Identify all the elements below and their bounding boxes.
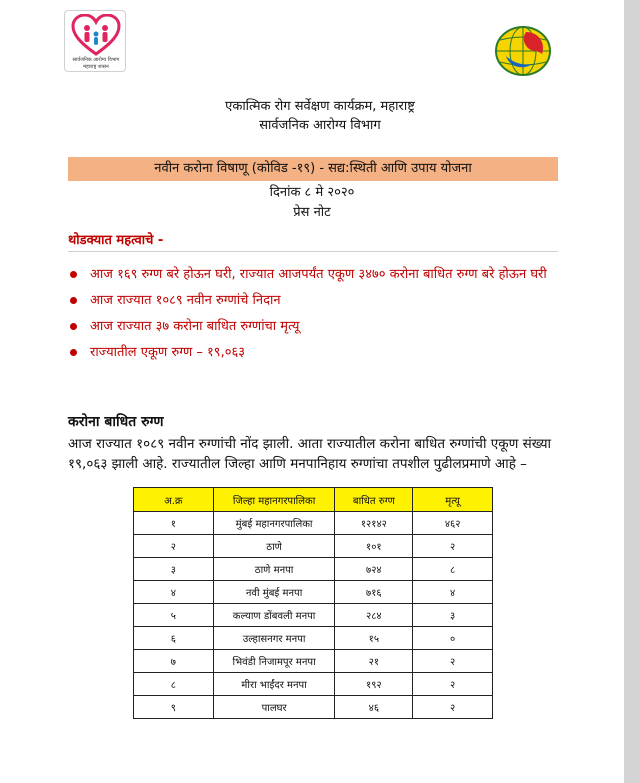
cell-serial: ३ [134, 558, 214, 581]
highlight-item [68, 266, 558, 284]
cell-district: ठाणे [213, 535, 335, 558]
cell-district: ठाणे मनपा [213, 558, 335, 581]
family-heart-icon [71, 14, 121, 56]
press-title-banner: नवीन करोना विषाणू (कोविड -१९) - सद्य:स्थिती आणि उपाय योजना [68, 157, 558, 181]
cell-district: कल्याण डोंबवली मनपा [213, 604, 335, 627]
logo-caption-secondary: महाराष्ट्र शासन [83, 64, 109, 70]
bullet-dot-icon [70, 349, 77, 356]
bullet-dot-icon [70, 297, 77, 304]
table-row [134, 604, 493, 627]
cell-serial: ७ [134, 650, 214, 673]
cell-serial: १ [134, 512, 214, 535]
cell-deaths: २ [413, 535, 493, 558]
press-note-label: प्रेस नोट [293, 205, 331, 220]
viewer-edge [624, 0, 640, 783]
cell-deaths: २ [413, 696, 493, 719]
cell-deaths: ३ [413, 604, 493, 627]
cell-serial: ९ [134, 696, 214, 719]
highlight-text: आज १६९ रुग्ण बरे होऊन घरी, राज्यात आजपर्यंत एकूण ३४७० करोना बाधित रुग्ण बरे होऊन घरी [90, 267, 547, 282]
table-row [134, 650, 493, 673]
cell-cases: २१ [335, 650, 413, 673]
cell-cases: १९२ [335, 673, 413, 696]
cell-serial: ६ [134, 627, 214, 650]
highlight-text: आज राज्यात ३७ करोना बाधित रुग्णांचा मृत्यू [90, 319, 300, 334]
cell-cases: १०१ [335, 535, 413, 558]
cell-cases: ७२४ [335, 558, 413, 581]
cell-deaths: ८ [413, 558, 493, 581]
header-deaths: मृत्यू [413, 488, 493, 512]
table-row [134, 673, 493, 696]
header-district: जिल्हा महानगरपालिका [213, 488, 335, 512]
cell-serial: ४ [134, 581, 214, 604]
cell-cases: २८४ [335, 604, 413, 627]
cell-district: भिवंडी निजामपूर मनपा [213, 650, 335, 673]
cell-deaths: ४६२ [413, 512, 493, 535]
highlight-text: आज राज्यात १०८९ नवीन रुग्णांचे निदान [90, 293, 281, 308]
cell-serial: ५ [134, 604, 214, 627]
district-cases-table [133, 487, 493, 719]
section-paragraph: आज राज्यात १०८९ नवीन रुग्णांची नोंद झाली. आता राज्यातील करोना बाधित रुग्णांची एकूण संख्या १९,०६३ झाली आहे. राज्यातील जिल्हा आणि मनपानिहाय रुग्णांचा तपशील पुढीलप्रमाणे आहे – [68, 436, 552, 472]
globe-icon [492, 22, 554, 80]
cell-district: मुंबई महानगरपालिका [213, 512, 335, 535]
cell-deaths: ४ [413, 581, 493, 604]
highlights-list [68, 266, 558, 370]
cell-cases: ४६ [335, 696, 413, 719]
section-heading: करोना बाधित रुग्ण [68, 414, 164, 430]
table-row [134, 696, 493, 719]
highlights-heading: थोडक्यात महत्वाचे - [68, 233, 164, 248]
highlight-text: राज्यातील एकूण रुग्ण – १९,०६३ [90, 345, 245, 360]
cell-deaths: ० [413, 627, 493, 650]
header-cases: बाधित रुग्ण [335, 488, 413, 512]
logo-caption: सार्वजनिक आरोग्य विभाग [72, 57, 120, 63]
highlights-divider [68, 251, 558, 252]
cell-district: नवी मुंबई मनपा [213, 581, 335, 604]
press-date: दिनांक ८ मे २०२० [269, 185, 355, 200]
cell-deaths: २ [413, 650, 493, 673]
header-serial: अ.क्र [134, 488, 214, 512]
bullet-dot-icon [70, 323, 77, 330]
table-row [134, 627, 493, 650]
cell-serial: २ [134, 535, 214, 558]
table-row [134, 512, 493, 535]
department-title: सार्वजनिक आरोग्य विभाग [259, 118, 381, 133]
globe-emblem-logo [492, 22, 554, 80]
cell-cases: १२१४२ [335, 512, 413, 535]
cell-district: मीरा भाईंदर मनपा [213, 673, 335, 696]
table-row [134, 558, 493, 581]
cell-deaths: २ [413, 673, 493, 696]
table-header-row [134, 488, 493, 512]
table-row [134, 535, 493, 558]
cell-district: उल्हासनगर मनपा [213, 627, 335, 650]
bullet-dot-icon [70, 271, 77, 278]
cell-district: पालघर [213, 696, 335, 719]
program-title: एकात्मिक रोग सर्वेक्षण कार्यक्रम, महाराष्ट्र [225, 99, 415, 114]
cell-cases: १५ [335, 627, 413, 650]
highlight-item [68, 318, 558, 336]
highlight-item [68, 344, 558, 362]
health-department-logo [64, 10, 126, 72]
cell-serial: ८ [134, 673, 214, 696]
cell-cases: ७१६ [335, 581, 413, 604]
highlight-item [68, 292, 558, 310]
table-row [134, 581, 493, 604]
